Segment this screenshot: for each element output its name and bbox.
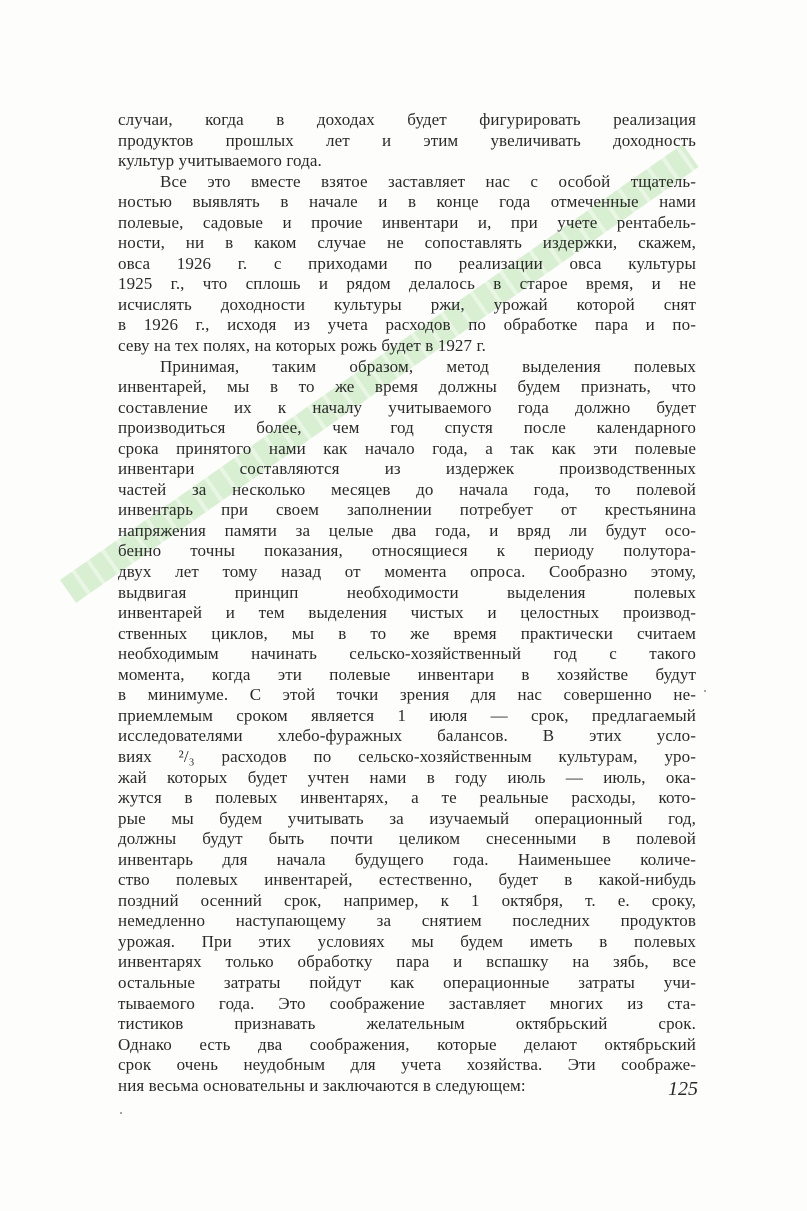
text-line: инвентари составляются из издержек производственных [118, 459, 696, 479]
text-line: остальные затраты пойдут как операционные затраты учи- [118, 972, 696, 992]
text-line: немедленно наступающему за снятием последних продуктов [118, 911, 696, 931]
text-line: тываемого года. Это соображение заставляет многих из ста- [118, 993, 696, 1013]
text-line: ния весьма основательны и заключаются в следующем: [118, 1075, 526, 1095]
text-line: Однако есть два соображения, которые делают октябрьский [118, 1034, 696, 1054]
text-line: полевые, садовые и прочие инвентари и, при учете рентабель- [118, 212, 696, 232]
text-line: приемлемым сроком является 1 июля — срок, предлагаемый [118, 705, 696, 725]
text-line: ности, ни в каком случае не сопоставлять издержки, скажем, [118, 233, 696, 253]
text-line: инвентарей и тем выделения чистых и целостных производ- [118, 603, 696, 623]
text-line: исследователями хлебо-фуражных балансов. В этих усло- [118, 726, 696, 746]
text-line: бенно точны показания, относящиеся к периоду полутора- [118, 541, 696, 561]
text-line: ство полевых инвентарей, естественно, будет в какой-нибудь [118, 870, 696, 890]
text-line: овса 1926 г. с приходами по реализации овса культуры [118, 253, 696, 273]
text-line: ственных циклов, мы в то же время практически считаем [118, 623, 696, 643]
text-line: двух лет тому назад от момента опроса. Сообразно этому, [118, 562, 696, 582]
text-line: ностью выявлять в начале и в конце года отмеченные нами [118, 192, 696, 212]
text-line: напряжения памяти за целые два года, и вряд ли будут осо- [118, 520, 696, 540]
text-line: составление их к началу учитываемого года должно будет [118, 397, 696, 417]
text-line: жутся в полевых инвентарях, а те реальные расходы, кото- [118, 788, 696, 808]
text-line: производиться более, чем год спустя после календарного [118, 418, 696, 438]
print-speck [704, 690, 706, 692]
text-line: виях ²/₃ расходов по сельско-хозяйственным культурам, уро- [118, 746, 696, 766]
text-line: инвентарях только обработку пара и вспашку на зябь, все [118, 952, 696, 972]
text-line: выдвигая принцип необходимости выделения полевых [118, 582, 696, 602]
text-line: Принимая, таким образом, метод выделения полевых [160, 356, 696, 376]
text-line: срок очень неудобным для учета хозяйства. Эти соображе- [118, 1055, 696, 1075]
text-line: частей за несколько месяцев до начала года, то полевой [118, 479, 696, 499]
print-speck [120, 1112, 122, 1114]
text-line: инвентарь для начала будущего года. Наименьшее количе- [118, 849, 696, 869]
page-number: 125 [668, 1078, 698, 1100]
text-line: продуктов прошлых лет и этим увеличивать доходность [118, 130, 696, 150]
text-line: жай которых будет учтен нами в году июль — июль, ока- [118, 767, 696, 787]
text-line: Все это вместе взятое заставляет нас с особой тщатель- [160, 171, 696, 191]
text-line: севу на тех полях, на которых рожь будет в 1927 г. [118, 336, 486, 356]
text-line: инвентарей, мы в то же время должны будем признать, что [118, 377, 696, 397]
text-line: необходимым начинать сельско-хозяйственный год с такого [118, 644, 696, 664]
text-line: инвентарь при своем заполнении потребует от крестьянина [118, 500, 696, 520]
text-line: поздний осенний срок, например, к 1 октября, т. е. сроку, [118, 890, 696, 910]
text-line: в минимуме. С этой точки зрения для нас совершенно не- [118, 685, 696, 705]
text-line: момента, когда эти полевые инвентари в хозяйстве будут [118, 664, 696, 684]
text-line: культур учитываемого года. [118, 151, 322, 171]
text-line: тистиков признавать желательным октябрьский срок. [118, 1014, 696, 1034]
body-text [118, 110, 696, 1096]
text-line: срока принятого нами как начало года, а так как эти полевые [118, 438, 696, 458]
text-line: случаи, когда в доходах будет фигурировать реализация [118, 110, 696, 129]
text-line: в 1926 г., исходя из учета расходов по обработке пара и по- [118, 315, 696, 335]
text-line: должны будут быть почти целиком снесенными в полевой [118, 829, 696, 849]
text-line: урожая. При этих условиях мы будем иметь в полевых [118, 931, 696, 951]
text-line: рые мы будем учитывать за изучаемый операционный год, [118, 808, 696, 828]
text-line: исчислять доходности культуры ржи, урожай которой снят [118, 294, 696, 314]
text-line: 1925 г., что сплошь и рядом делалось в старое время, и не [118, 274, 696, 294]
